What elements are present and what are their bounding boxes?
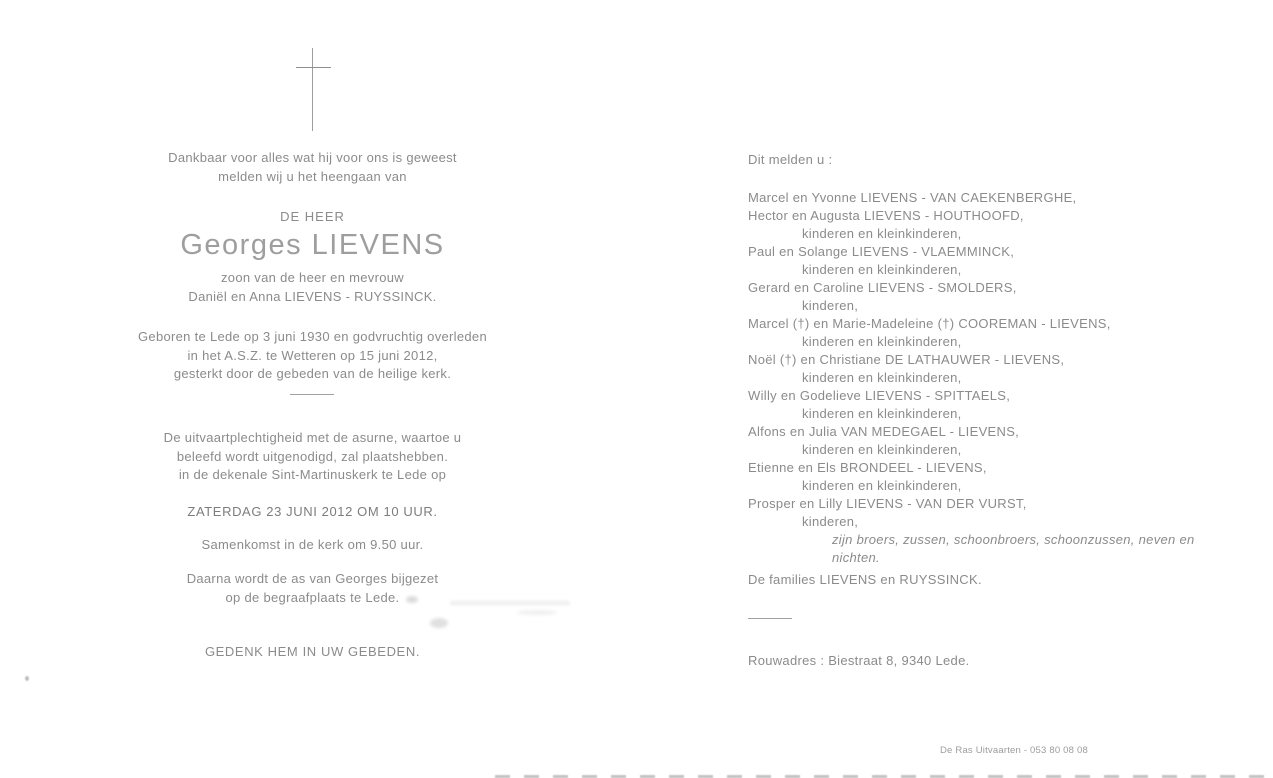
family-line: Gerard en Caroline LIEVENS - SMOLDERS,	[748, 280, 1017, 295]
scan-speck	[25, 676, 29, 681]
birth-line-1: Geboren te Lede op 3 juni 1930 en godvruchtig overleden	[138, 329, 487, 344]
family-line: Marcel (†) en Marie-Madeleine (†) COOREMAN - LIEVENS,	[748, 316, 1111, 331]
family-line: Hector en Augusta LIEVENS - HOUTHOOFD,	[748, 208, 1024, 223]
service-date: ZATERDAG 23 JUNI 2012 OM 10 UUR.	[187, 504, 438, 519]
scan-smudge	[430, 618, 448, 628]
burial-line-2: op de begraafplaats te Lede.	[225, 589, 400, 605]
family-line: kinderen en kleinkinderen,	[802, 262, 962, 277]
intro-line-1: Dankbaar voor alles wat hij voor ons is geweest	[168, 150, 457, 165]
family-line: Noël (†) en Christiane DE LATHAUWER - LIEVENS,	[748, 352, 1065, 367]
family-line: Paul en Solange LIEVENS - VLAEMMINCK,	[748, 244, 1015, 259]
family-line: kinderen,	[802, 514, 859, 529]
family-line: kinderen en kleinkinderen,	[802, 406, 962, 421]
service-text	[60, 429, 565, 485]
burial-line-1: Daarna wordt de as van Georges bijgezet	[186, 571, 439, 586]
announcement-heading: Dit melden u :	[748, 152, 833, 167]
birth-line-3: gesterkt door de gebeden van de heilige kerk.	[173, 366, 452, 381]
deceased-name: Georges LIEVENS	[180, 229, 445, 261]
family-line: Prosper en Lilly LIEVENS - VAN DER VURST,	[748, 496, 1027, 511]
family-line: kinderen en kleinkinderen,	[802, 478, 962, 493]
family-line: Alfons en Julia VAN MEDEGAEL - LIEVENS,	[748, 424, 1020, 439]
right-divider	[748, 618, 792, 619]
intro-line-2: melden wij u het heengaan van	[218, 168, 407, 184]
service-line-3: in de dekenale Sint-Martinuskerk te Lede op	[178, 467, 447, 482]
cross-icon-bar	[296, 67, 331, 68]
intro-text	[60, 149, 565, 186]
relatives-note: zijn broers, zussen, schoonbroers, schoonzussen, neven en nichten.	[832, 532, 1195, 565]
scan-smudge	[450, 601, 570, 605]
left-divider	[290, 394, 334, 395]
parents-text	[60, 269, 565, 306]
service-line-1: De uitvaartplechtigheid met de asurne, waartoe u	[163, 430, 462, 445]
family-line: kinderen en kleinkinderen,	[802, 226, 962, 241]
closing-line: GEDENK HEM IN UW GEBEDEN.	[204, 644, 421, 659]
family-line: kinderen,	[802, 298, 859, 313]
right-panel	[748, 0, 1228, 778]
scan-smudge	[406, 596, 418, 603]
service-line-2: beleefd wordt uitgenodigd, zal plaatshebben.	[176, 448, 449, 464]
family-list	[748, 189, 1228, 567]
mourning-address: Rouwadres : Biestraat 8, 9340 Lede.	[748, 653, 970, 668]
family-line: kinderen en kleinkinderen,	[802, 334, 962, 349]
birth-line-2: in het A.S.Z. te Wetteren op 15 juni 2012,	[187, 347, 438, 363]
family-line: kinderen en kleinkinderen,	[802, 442, 962, 457]
parents-line-2: Daniël en Anna LIEVENS - RUYSSINCK.	[188, 288, 437, 304]
cross-icon	[312, 48, 313, 131]
family-line: kinderen en kleinkinderen,	[802, 370, 962, 385]
parents-line-1: zoon van de heer en mevrouw	[221, 270, 404, 285]
scan-smudge	[517, 610, 557, 615]
family-line: Willy en Godelieve LIEVENS - SPITTAELS,	[748, 388, 1011, 403]
family-line: Etienne en Els BRONDEEL - LIEVENS,	[748, 460, 987, 475]
gathering-line: Samenkomst in de kerk om 9.50 uur.	[201, 537, 424, 552]
family-line: Marcel en Yvonne LIEVENS - VAN CAEKENBERGHE,	[748, 190, 1077, 205]
left-panel	[60, 0, 565, 778]
birth-death-text	[60, 328, 565, 384]
honorific: DE HEER	[280, 209, 345, 224]
printer-credit: De Ras Uitvaarten - 053 80 08 08	[940, 745, 1088, 756]
families-line: De families LIEVENS en RUYSSINCK.	[748, 572, 982, 587]
